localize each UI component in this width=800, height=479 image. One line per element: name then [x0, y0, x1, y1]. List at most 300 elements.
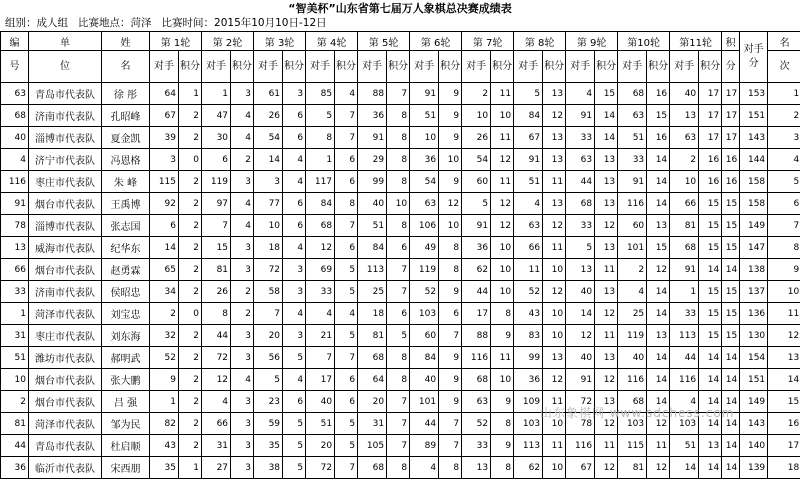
round-opponent: 81: [670, 215, 699, 237]
round-opponent: 66: [514, 237, 543, 259]
team-name: 济宁市代表队: [29, 149, 102, 171]
player-name: 赵勇霖: [102, 259, 150, 281]
round-opponent: 10: [410, 127, 439, 149]
round-score: 1: [179, 457, 202, 479]
round-opponent: 81: [358, 325, 387, 347]
round-score: 15: [699, 237, 722, 259]
opponent-points: 158: [740, 193, 768, 215]
table-row: [1, 281, 800, 303]
round-score: 8: [439, 457, 462, 479]
round-opponent: 101: [618, 237, 647, 259]
round-score: 16: [647, 127, 670, 149]
round-score: 11: [543, 171, 566, 193]
header-opponent: 对手: [514, 51, 543, 83]
round-score: 8: [491, 457, 514, 479]
round-opponent: 36: [514, 369, 543, 391]
round-opponent: 88: [462, 325, 491, 347]
header-round: 第 7轮: [462, 32, 514, 51]
round-score: 9: [491, 435, 514, 457]
opponent-points: 149: [740, 391, 768, 413]
round-score: 11: [491, 83, 514, 105]
header-round: 第 8轮: [514, 32, 566, 51]
opponent-points: 151: [740, 369, 768, 391]
round-opponent: 10: [254, 215, 283, 237]
round-opponent: 7: [306, 347, 335, 369]
round-opponent: 113: [514, 435, 543, 457]
round-opponent: 18: [254, 237, 283, 259]
round-opponent: 68: [462, 369, 491, 391]
round-opponent: 116: [670, 369, 699, 391]
opponent-points: 140: [740, 435, 768, 457]
round-opponent: 4: [618, 281, 647, 303]
round-score: 11: [491, 347, 514, 369]
round-opponent: 44: [566, 171, 595, 193]
round-score: 8: [387, 457, 410, 479]
round-score: 17: [699, 127, 722, 149]
round-opponent: 51: [410, 105, 439, 127]
round-score: 7: [387, 83, 410, 105]
rank: 10: [768, 281, 800, 303]
round-score: 5: [283, 457, 306, 479]
round-score: 11: [491, 171, 514, 193]
round-opponent: 67: [514, 127, 543, 149]
round-score: 3: [231, 325, 254, 347]
table-row: [1, 83, 800, 105]
round-opponent: 105: [358, 435, 387, 457]
opponent-points: 136: [740, 303, 768, 325]
header-row-2: [1, 51, 800, 83]
round-score: 10: [543, 259, 566, 281]
round-score: 9: [439, 127, 462, 149]
team-name: 烟台市代表队: [29, 259, 102, 281]
round-score: 12: [439, 193, 462, 215]
round-opponent: 8: [306, 127, 335, 149]
player-number: 2: [1, 391, 29, 413]
round-opponent: 67: [566, 457, 595, 479]
round-score: 2: [179, 391, 202, 413]
round-score: 9: [439, 281, 462, 303]
round-score: 6: [283, 215, 306, 237]
header-score: 积分: [179, 51, 202, 83]
round-opponent: 69: [306, 259, 335, 281]
header-round: 第 5轮: [358, 32, 410, 51]
opponent-points: 130: [740, 325, 768, 347]
round-score: 12: [595, 413, 618, 435]
round-score: 15: [699, 281, 722, 303]
round-score: 13: [543, 347, 566, 369]
rank: 14: [768, 369, 800, 391]
player-name: 刘宝忠: [102, 303, 150, 325]
header-score: 积分: [387, 51, 410, 83]
round-score: 5: [283, 347, 306, 369]
round-score: 7: [439, 325, 462, 347]
opponent-points: 147: [740, 237, 768, 259]
round-opponent: 91: [566, 369, 595, 391]
round-score: 7: [335, 127, 358, 149]
round-opponent: 31: [202, 435, 231, 457]
total-points: 15: [722, 193, 740, 215]
round-opponent: 4: [410, 457, 439, 479]
player-name: 张大鹏: [102, 369, 150, 391]
round-score: 15: [647, 105, 670, 127]
round-opponent: 25: [618, 303, 647, 325]
round-score: 14: [647, 347, 670, 369]
round-opponent: 103: [670, 413, 699, 435]
header-bianhao-top: 编: [1, 32, 29, 51]
header-opponent: 对手: [202, 51, 231, 83]
round-opponent: 36: [410, 149, 439, 171]
round-opponent: 40: [618, 347, 647, 369]
round-opponent: 1: [202, 83, 231, 105]
player-name: 徐 彤: [102, 83, 150, 105]
round-score: 3: [231, 413, 254, 435]
round-opponent: 51: [514, 171, 543, 193]
table-row: [1, 171, 800, 193]
header-round: 第 1轮: [150, 32, 202, 51]
round-score: 10: [439, 149, 462, 171]
round-score: 12: [491, 149, 514, 171]
round-opponent: 54: [410, 171, 439, 193]
header-danwei-top: 单: [29, 32, 102, 51]
opponent-points: 138: [740, 259, 768, 281]
round-opponent: 51: [358, 215, 387, 237]
round-score: 12: [543, 281, 566, 303]
header-opponent: 对手: [358, 51, 387, 83]
player-name: 侯昭忠: [102, 281, 150, 303]
round-opponent: 77: [254, 193, 283, 215]
round-score: 5: [387, 325, 410, 347]
round-opponent: 72: [306, 457, 335, 479]
round-score: 7: [387, 281, 410, 303]
player-name: 张志国: [102, 215, 150, 237]
round-score: 6: [283, 391, 306, 413]
round-score: 14: [595, 105, 618, 127]
round-opponent: 4: [202, 391, 231, 413]
round-opponent: 13: [670, 105, 699, 127]
round-score: 14: [647, 303, 670, 325]
round-opponent: 30: [202, 127, 231, 149]
round-opponent: 89: [410, 435, 439, 457]
rank: 7: [768, 215, 800, 237]
round-opponent: 68: [670, 237, 699, 259]
opponent-points: 143: [740, 127, 768, 149]
total-points: 17: [722, 105, 740, 127]
round-score: 11: [595, 325, 618, 347]
round-opponent: 33: [306, 281, 335, 303]
total-points: 17: [722, 83, 740, 105]
total-points: 17: [722, 127, 740, 149]
round-score: 3: [283, 281, 306, 303]
round-opponent: 117: [306, 171, 335, 193]
round-opponent: 40: [566, 281, 595, 303]
team-name: 济南市代表队: [29, 281, 102, 303]
round-opponent: 60: [462, 171, 491, 193]
round-score: 7: [335, 105, 358, 127]
round-score: 9: [491, 391, 514, 413]
round-opponent: 72: [202, 347, 231, 369]
round-opponent: 56: [254, 347, 283, 369]
round-opponent: 44: [670, 347, 699, 369]
opponent-points: 153: [740, 83, 768, 105]
round-score: 12: [595, 369, 618, 391]
table-row: [1, 435, 800, 457]
round-score: 4: [335, 83, 358, 105]
round-score: 6: [335, 149, 358, 171]
round-score: 3: [231, 171, 254, 193]
round-score: 6: [387, 237, 410, 259]
round-opponent: 39: [150, 127, 179, 149]
table-row: [1, 457, 800, 479]
round-score: 7: [335, 347, 358, 369]
round-opponent: 52: [462, 413, 491, 435]
team-name: 济南市代表队: [29, 105, 102, 127]
round-opponent: 40: [306, 391, 335, 413]
team-name: 青岛市代表队: [29, 435, 102, 457]
round-opponent: 44: [462, 281, 491, 303]
round-score: 10: [543, 325, 566, 347]
round-score: 14: [647, 149, 670, 171]
team-name: 淄博市代表队: [29, 127, 102, 149]
round-opponent: 116: [618, 193, 647, 215]
round-opponent: 68: [306, 215, 335, 237]
round-score: 3: [231, 83, 254, 105]
round-score: 13: [647, 325, 670, 347]
round-opponent: 54: [462, 149, 491, 171]
round-opponent: 6: [150, 215, 179, 237]
round-opponent: 84: [358, 237, 387, 259]
total-points: 16: [722, 171, 740, 193]
player-name: 吕 强: [102, 391, 150, 413]
header-score: 积分: [595, 51, 618, 83]
round-opponent: 26: [254, 105, 283, 127]
round-score: 15: [647, 237, 670, 259]
round-opponent: 91: [358, 127, 387, 149]
round-opponent: 40: [566, 347, 595, 369]
round-opponent: 20: [254, 325, 283, 347]
round-score: 10: [491, 369, 514, 391]
round-opponent: 51: [306, 413, 335, 435]
round-opponent: 119: [618, 325, 647, 347]
round-score: 0: [179, 303, 202, 325]
round-score: 8: [387, 369, 410, 391]
round-score: 4: [231, 215, 254, 237]
round-opponent: 17: [462, 303, 491, 325]
header-round: 第11轮: [670, 32, 722, 51]
round-score: 14: [595, 127, 618, 149]
round-opponent: 64: [358, 369, 387, 391]
round-score: 17: [699, 83, 722, 105]
table-row: [1, 215, 800, 237]
player-number: 63: [1, 83, 29, 105]
round-opponent: 23: [254, 391, 283, 413]
round-score: 14: [699, 391, 722, 413]
round-opponent: 72: [254, 259, 283, 281]
round-score: 14: [699, 259, 722, 281]
round-score: 11: [543, 435, 566, 457]
round-score: 6: [335, 369, 358, 391]
player-name: 邹为民: [102, 413, 150, 435]
round-opponent: 18: [358, 303, 387, 325]
round-opponent: 14: [670, 457, 699, 479]
player-number: 78: [1, 215, 29, 237]
round-score: 2: [179, 259, 202, 281]
header-round: 第 2轮: [202, 32, 254, 51]
team-name: 枣庄市代表队: [29, 171, 102, 193]
player-number: 10: [1, 369, 29, 391]
round-opponent: 88: [358, 83, 387, 105]
rank: 8: [768, 237, 800, 259]
round-opponent: 60: [618, 215, 647, 237]
header-score: 积分: [647, 51, 670, 83]
round-score: 2: [179, 369, 202, 391]
team-name: 烟台市代表队: [29, 193, 102, 215]
round-score: 14: [647, 391, 670, 413]
header-score: 积分: [491, 51, 514, 83]
round-score: 2: [179, 435, 202, 457]
table-row: [1, 127, 800, 149]
round-score: 13: [543, 149, 566, 171]
round-opponent: 43: [150, 435, 179, 457]
player-name: 王禹博: [102, 193, 150, 215]
round-score: 3: [283, 83, 306, 105]
player-number: 4: [1, 149, 29, 171]
player-name: 宋西朋: [102, 457, 150, 479]
team-name: 菏泽市代表队: [29, 413, 102, 435]
round-score: 8: [387, 171, 410, 193]
round-score: 15: [699, 215, 722, 237]
round-score: 13: [595, 281, 618, 303]
round-score: 17: [699, 105, 722, 127]
round-score: 3: [231, 237, 254, 259]
round-score: 14: [699, 457, 722, 479]
round-opponent: 63: [514, 215, 543, 237]
round-opponent: 3: [254, 171, 283, 193]
round-opponent: 49: [410, 237, 439, 259]
player-name: 刘东海: [102, 325, 150, 347]
header-round: 第 9轮: [566, 32, 618, 51]
round-opponent: 68: [618, 391, 647, 413]
round-opponent: 8: [202, 303, 231, 325]
player-number: 44: [1, 435, 29, 457]
team-name: 枣庄市代表队: [29, 325, 102, 347]
rank: 11: [768, 303, 800, 325]
rank: 5: [768, 171, 800, 193]
header-xingming-top: 姓: [102, 32, 150, 51]
round-opponent: 20: [306, 435, 335, 457]
round-opponent: 68: [358, 457, 387, 479]
header-jifen-top: 积: [722, 32, 740, 51]
round-score: 3: [231, 259, 254, 281]
round-opponent: 1: [670, 281, 699, 303]
opponent-points: 143: [740, 413, 768, 435]
round-score: 12: [491, 193, 514, 215]
round-score: 12: [543, 369, 566, 391]
round-opponent: 44: [410, 413, 439, 435]
round-score: 13: [543, 127, 566, 149]
round-opponent: 26: [202, 281, 231, 303]
round-score: 4: [283, 303, 306, 325]
round-opponent: 33: [618, 149, 647, 171]
header-opponent: 对手: [254, 51, 283, 83]
round-score: 8: [439, 259, 462, 281]
round-opponent: 84: [306, 193, 335, 215]
round-opponent: 38: [254, 457, 283, 479]
opponent-points: 137: [740, 281, 768, 303]
round-opponent: 68: [618, 83, 647, 105]
round-score: 4: [231, 127, 254, 149]
round-opponent: 91: [410, 83, 439, 105]
round-opponent: 82: [150, 413, 179, 435]
header-opponent: 对手: [306, 51, 335, 83]
total-points: 15: [722, 303, 740, 325]
rank: 6: [768, 193, 800, 215]
round-opponent: 101: [410, 391, 439, 413]
round-opponent: 91: [670, 259, 699, 281]
round-score: 11: [595, 259, 618, 281]
round-score: 11: [491, 127, 514, 149]
round-opponent: 84: [410, 347, 439, 369]
round-opponent: 7: [254, 303, 283, 325]
round-score: 8: [335, 193, 358, 215]
round-score: 5: [335, 281, 358, 303]
round-opponent: 81: [202, 259, 231, 281]
round-score: 11: [647, 435, 670, 457]
round-score: 7: [387, 391, 410, 413]
round-score: 6: [335, 171, 358, 193]
round-opponent: 33: [462, 435, 491, 457]
round-score: 3: [231, 391, 254, 413]
round-opponent: 119: [202, 171, 231, 193]
round-opponent: 116: [618, 369, 647, 391]
round-score: 16: [699, 171, 722, 193]
round-score: 9: [439, 171, 462, 193]
round-opponent: 85: [306, 83, 335, 105]
round-score: 7: [439, 413, 462, 435]
round-score: 6: [283, 105, 306, 127]
round-score: 8: [387, 347, 410, 369]
round-opponent: 65: [150, 259, 179, 281]
rank: 15: [768, 391, 800, 413]
rank: 13: [768, 347, 800, 369]
header-score: 积分: [335, 51, 358, 83]
round-opponent: 2: [618, 259, 647, 281]
round-opponent: 13: [462, 457, 491, 479]
round-score: 2: [179, 347, 202, 369]
round-score: 13: [595, 391, 618, 413]
round-score: 14: [699, 347, 722, 369]
total-points: 14: [722, 259, 740, 281]
player-name: 纪华东: [102, 237, 150, 259]
header-score: 积分: [283, 51, 306, 83]
round-opponent: 32: [150, 325, 179, 347]
round-opponent: 2: [150, 303, 179, 325]
round-opponent: 5: [306, 105, 335, 127]
round-opponent: 47: [202, 105, 231, 127]
rank: 17: [768, 435, 800, 457]
player-number: 81: [1, 413, 29, 435]
table-row: [1, 237, 800, 259]
round-score: 2: [179, 237, 202, 259]
header-mingci-bottom: 次: [768, 51, 800, 83]
round-opponent: 6: [202, 149, 231, 171]
round-opponent: 78: [566, 413, 595, 435]
round-opponent: 91: [566, 105, 595, 127]
round-score: 3: [231, 435, 254, 457]
round-opponent: 40: [358, 193, 387, 215]
round-opponent: 34: [150, 281, 179, 303]
round-opponent: 4: [670, 391, 699, 413]
round-opponent: 5: [462, 193, 491, 215]
